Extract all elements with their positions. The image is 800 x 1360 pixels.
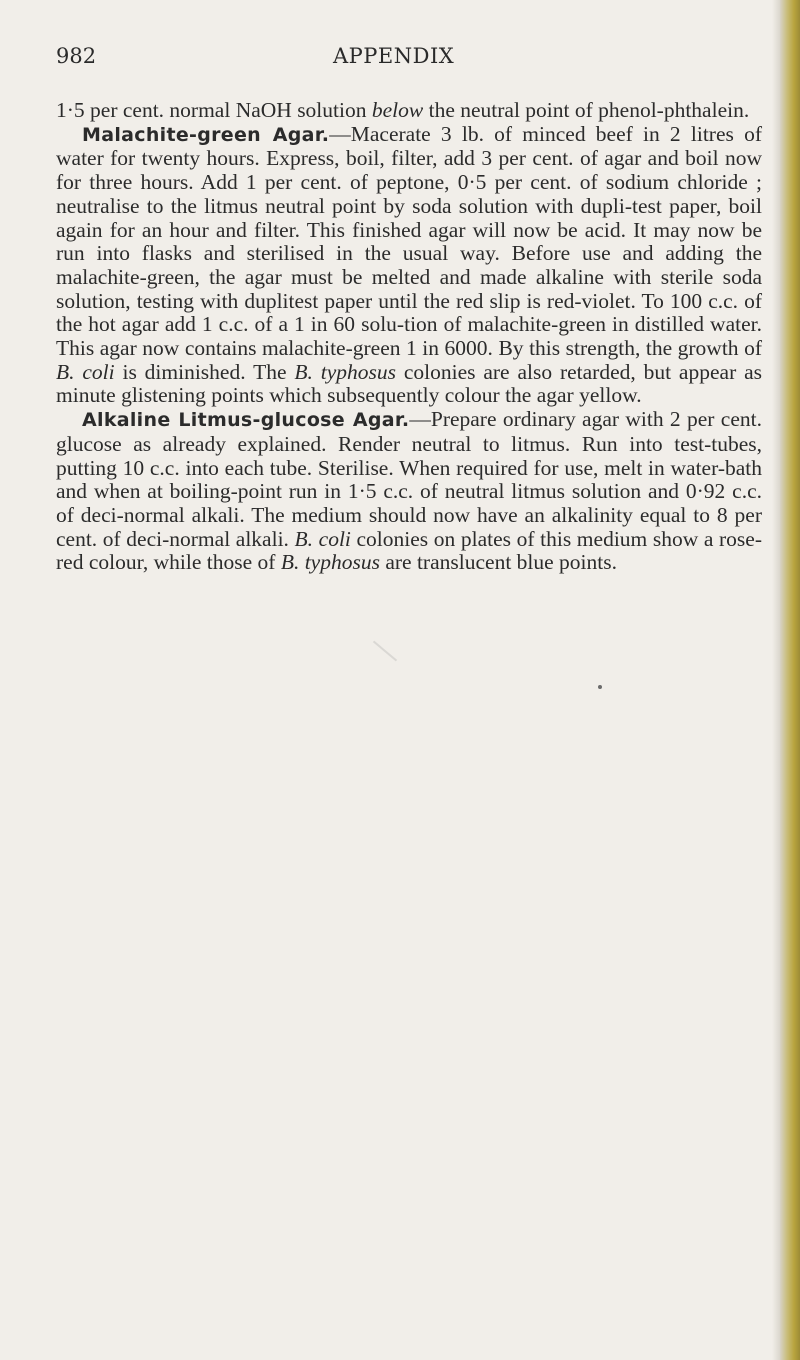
litmus-glucose-heading: Alkaline Litmus-glucose Agar. <box>82 409 410 432</box>
litmus-text-a: —Prepare ordinary agar with 2 per cent. glucose as already explained. Render neutral to litmus. Run into test-tubes, putting 10 c.c. into each tube. Sterilise. When required for use, melt in water-bath and when at boiling-point run in 1·5 c.c. of neutral litmus solution and 0·92 c.c. of deci-normal alkali. The medium should now have an alkalinity equal to 8 per cent. of deci-normal alkali. <box>56 407 762 551</box>
page-header <box>56 44 762 84</box>
malachite-b-typhosus: B. typhosus <box>294 359 396 384</box>
malachite-text-c: colonies are also retarded, but appear as minute glistening points which subsequently colour the agar yellow. <box>56 359 762 408</box>
litmus-b-coli: B. coli <box>294 526 351 551</box>
litmus-b-typhosus: B. typhosus <box>280 550 380 575</box>
ink-speck <box>598 685 602 689</box>
running-head: APPENDIX <box>333 44 455 68</box>
litmus-glucose-paragraph <box>56 408 762 575</box>
page-edge-strip <box>780 0 800 1360</box>
intro-text-a: 1·5 per cent. normal NaOH solution <box>56 98 372 122</box>
litmus-text-b: colonies on plates of this medium show a rose-red colour, while those of <box>56 526 763 575</box>
page-number: 982 <box>56 44 97 68</box>
malachite-text-a: —Macerate 3 lb. of minced beef in 2 litres of water for twenty hours. Express, boil, filter, add 3 per cent. of agar and boil now for three hours. Add 1 per cent. of peptone, 0·5 per cent. of sodium chloride ; neutralise to the litmus neutral point by soda solution with dupli-test paper, boil again for an hour and filter. This finished agar will now be acid. It may now be run into flasks and sterilised in the usual way. Before use and adding the malachite-green, the agar must be melted and made alkaline with sterile soda solution, testing with duplitest paper until the red slip is red-violet. To 100 c.c. of the hot agar add 1 c.c. of a 1 in 60 solu-tion of malachite-green in distilled water. This agar now contains malachite-green 1 in 6000. By this strength, the growth of <box>56 121 762 361</box>
malachite-b-coli: B. coli <box>56 359 115 384</box>
malachite-green-paragraph <box>56 123 762 408</box>
paper-mark <box>373 641 397 662</box>
page-gutter-shadow <box>772 0 780 1360</box>
intro-below: below <box>371 98 424 122</box>
litmus-text-c: are translucent blue points. <box>379 550 617 575</box>
intro-text-b: the neutral point of phenol-phthalein. <box>423 98 750 122</box>
intro-paragraph <box>56 99 762 123</box>
malachite-text-b: is diminished. The <box>114 359 295 384</box>
body-text <box>56 99 762 575</box>
malachite-green-heading: Malachite-green Agar. <box>82 123 330 146</box>
